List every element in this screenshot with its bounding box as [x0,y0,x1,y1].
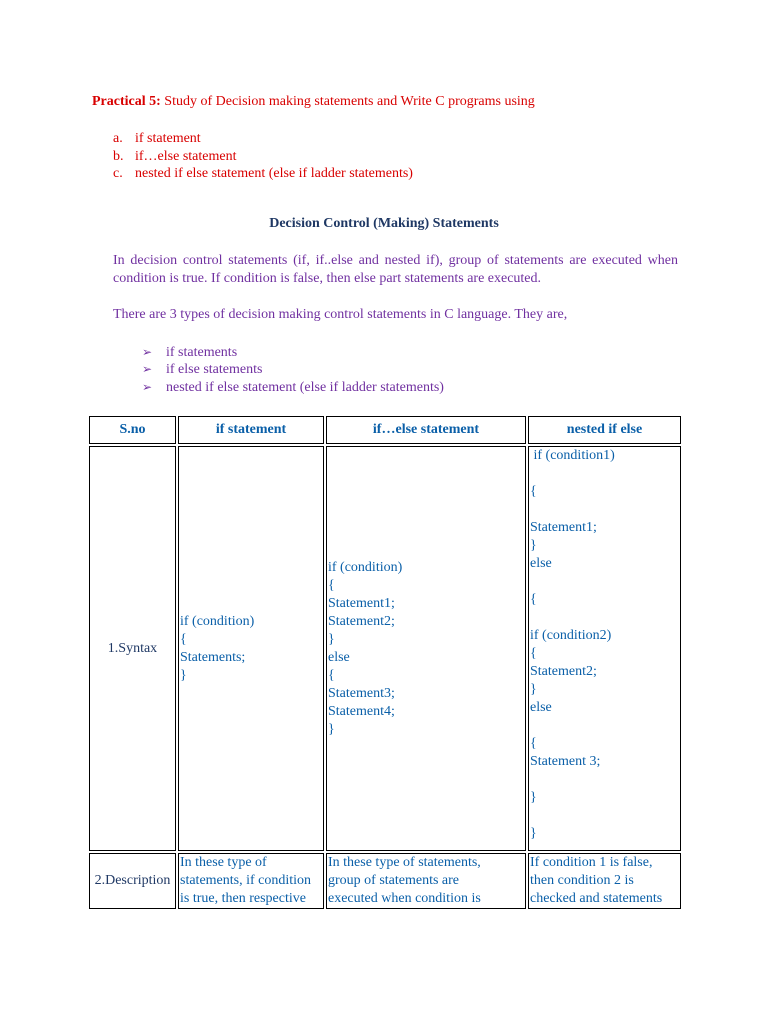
arrow-bullet-icon: ➢ [142,345,153,359]
cell-if-syntax [178,446,324,851]
code-line [530,807,679,825]
topic-marker: b. [113,149,124,164]
topic-marker: a. [113,131,123,146]
header-if-else: if…else statement [326,416,526,444]
topic-marker: c. [113,166,123,181]
cell-ifelse-description [326,853,526,909]
header-if: if statement [178,416,324,444]
code-line: Statement1; [530,520,597,535]
type-bullet [142,360,262,379]
code-line [530,501,679,519]
cell-nested-syntax [528,446,681,851]
practical-label: Practical 5: [92,94,161,109]
code-line: Statement1; [328,595,395,611]
text-line: then condition 2 is [530,873,634,888]
types-paragraph: There are 3 types of decision making control statements in C language. They are, [113,307,568,322]
text-line: checked and statements [530,891,663,906]
code-line: else [530,556,552,571]
code-line: { [530,484,537,499]
text-line: executed when condition is [328,891,481,906]
text-line: statements, if condition [180,873,312,888]
header-nested: nested if else [528,416,681,444]
code-line: } [328,631,335,647]
code-line [530,465,679,483]
code-line: { [180,631,187,647]
topic-text: nested if else statement (else if ladder statements) [135,166,413,181]
code-line: else [530,700,552,715]
code-line: if (condition2) [530,628,612,643]
code-line: { [530,592,537,607]
code-line: if (condition1) [530,448,615,463]
code-line: else [328,649,350,665]
code-line: Statement 3; [530,754,601,769]
practical-title [92,93,535,111]
code-line: Statements; [180,649,246,665]
type-text: if else statements [166,362,263,377]
code-line: } [530,538,537,553]
topic-item [113,148,236,166]
topic-text: if statement [135,131,201,146]
header-sno: S.no [89,416,176,444]
arrow-bullet-icon: ➢ [142,362,153,376]
code-line: Statement2; [328,613,395,629]
code-line: if (condition) [328,559,403,575]
code-line [530,609,679,627]
code-line [530,573,679,591]
code-line: Statement3; [328,685,395,701]
code-line: } [328,721,335,737]
table-row [89,853,681,909]
cell-nested-description [528,853,681,909]
table-row [89,446,681,851]
text-line: In these type of statements, [328,855,481,870]
code-line: Statement4; [328,703,395,719]
topic-text: if…else statement [135,149,237,164]
code-line: Statement2; [530,664,597,679]
code-line: { [328,577,335,593]
row-label: 2.Description [89,853,176,909]
text-line: group of statements are [328,873,460,888]
comparison-table [87,414,683,911]
code-line: } [530,790,537,805]
table-header-row [89,416,681,444]
row-label: 1.Syntax [89,446,176,851]
topic-item [113,165,413,183]
arrow-bullet-icon: ➢ [142,380,153,394]
cell-ifelse-syntax [326,446,526,851]
text-line: In these type of [180,855,267,870]
topic-item [113,130,201,148]
text-line: is true, then respective [180,891,306,906]
code-line: { [530,736,537,751]
code-line: { [530,646,537,661]
cell-if-description [178,853,324,909]
code-line: { [328,667,335,683]
type-bullet [142,378,444,397]
code-line: if (condition) [180,613,255,629]
type-text: if statements [166,345,238,360]
code-line: } [180,667,187,683]
type-text: nested if else statement (else if ladder statements) [166,380,444,395]
code-line [530,717,679,735]
code-line: } [530,826,537,841]
code-line [530,771,679,789]
text-line: If condition 1 is false, [530,855,653,870]
intro-paragraph: In decision control statements (if, if..else and nested if), group of statements are executed when condition is true. If condition is false, then else part statements are executed. [113,253,678,286]
code-line: } [530,682,537,697]
practical-text: Study of Decision making statements and Write C programs using [160,94,535,109]
section-heading: Decision Control (Making) Statements [269,216,499,231]
